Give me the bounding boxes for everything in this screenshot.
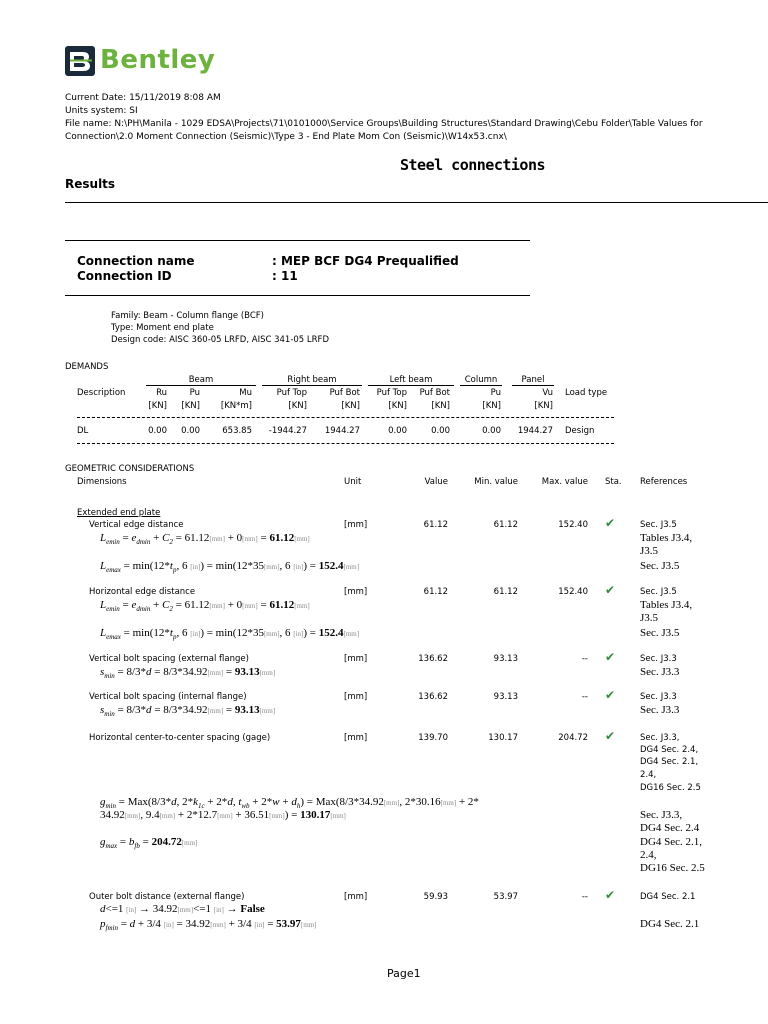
dim-unit: [mm]	[344, 692, 368, 702]
check-icon: ✔	[605, 516, 616, 530]
current-date: Current Date: 15/11/2019 8:08 AM	[65, 93, 221, 103]
dim-max: 152.40	[558, 587, 588, 597]
col-header: Vu	[542, 388, 553, 398]
formula-ref: Tables J3.4,	[640, 599, 693, 611]
demand-value: 653.85	[222, 426, 252, 436]
col-header: Ru	[156, 388, 167, 398]
col-header: Puf Top	[376, 388, 407, 398]
bentley-b-icon	[64, 44, 96, 78]
dim-max: --	[581, 654, 588, 664]
formula-ref: J3.5	[640, 545, 659, 557]
dim-ref: Sec. J3.3	[640, 654, 677, 664]
col-header: Pu	[189, 388, 200, 398]
geometric-heading: GEOMETRIC CONSIDERATIONS	[65, 464, 195, 474]
formula-lmax: $L_{emax} = \min(12*t_p$, 6 [in]) = min(12*35[mm], 6 [in]) = 152.4[mm]	[100, 560, 360, 575]
dim-value: 59.93	[423, 892, 448, 902]
dim-value: 61.12	[423, 587, 448, 597]
demand-desc: DL	[77, 426, 89, 436]
formula-condition: d<=1 [in] → 34.92[mm]<=1 [in] → False	[100, 903, 265, 915]
dim-ref: Sec. J3.5	[640, 587, 677, 597]
col-dimensions: Dimensions	[77, 477, 127, 487]
dim-name: Horizontal edge distance	[89, 587, 196, 597]
formula-ref: DG4 Sec. 2.1	[640, 918, 700, 930]
group-underline	[460, 385, 502, 386]
section-extended-end-plate: Extended end plate	[77, 508, 161, 518]
dim-min: 61.12	[493, 587, 518, 597]
col-unit: [KN]	[181, 401, 200, 411]
dim-min: 53.97	[493, 892, 518, 902]
demand-value: 0.00	[181, 426, 200, 436]
group-column: Column	[464, 375, 498, 385]
divider	[65, 240, 530, 241]
col-header: Puf Top	[276, 388, 307, 398]
divider	[77, 417, 614, 418]
dim-name: Vertical bolt spacing (internal flange)	[89, 692, 247, 702]
demand-value: 0.00	[431, 426, 450, 436]
dim-ref: 2.4,	[640, 770, 657, 780]
dim-ref: DG16 Sec. 2.5	[640, 783, 701, 793]
col-refs: References	[640, 477, 688, 487]
col-value: Value	[424, 477, 448, 487]
group-underline	[368, 385, 454, 386]
demand-value: 1944.27	[517, 426, 553, 436]
demand-load-type: Design	[565, 426, 595, 436]
connection-id-label: Connection ID	[77, 269, 172, 283]
dim-ref: DG4 Sec. 2.4,	[640, 745, 699, 755]
demands-heading: DEMANDS	[65, 362, 109, 372]
divider	[65, 202, 768, 203]
col-min: Min. value	[474, 477, 518, 487]
formula-ref: DG4 Sec. 2.4	[640, 822, 700, 834]
col-unit: [KN]	[148, 401, 167, 411]
col-unit: [KN*m]	[220, 401, 252, 411]
page-number: Page1	[387, 967, 421, 980]
group-underline	[512, 385, 554, 386]
formula-lmin: $L_{emin} = e_{dmin} + C_2 = 61.12[mm] + 0[mm] = 61.12[mm]$	[100, 532, 310, 547]
divider	[77, 443, 614, 444]
file-name-line-1: File name: N:\PH\Manila - 1029 EDSA\Projects\71\0101000\Service Groups\Building Structures\Standard Drawing\Cebu Folder\Table Values for	[65, 119, 703, 129]
formula-gmax: $g_{max} = b_{fb} = 204.72[mm]$	[100, 836, 198, 851]
load-type-header: Load type	[565, 388, 608, 398]
check-icon: ✔	[605, 688, 616, 702]
formula-pfmin: $p_{fmin} = d + 3/4$ [in] = 34.92[mm] + 3/4 [in] = 53.97[mm]	[100, 918, 317, 933]
group-left-beam: Left beam	[389, 375, 433, 385]
group-underline	[146, 385, 256, 386]
dim-max: 152.40	[558, 520, 588, 530]
dim-ref: DG4 Sec. 2.1,	[640, 757, 699, 767]
dim-value: 139.70	[418, 733, 448, 743]
formula-lmax: $L_{emax} = \min(12*t_p$, 6 [in]) = min(12*35[mm], 6 [in]) = 152.4[mm]	[100, 627, 360, 642]
file-name-line-2: Connection\2.0 Moment Connection (Seismic)\Type 3 - End Plate Mom Con (Seismic)\W14x53.cnx\	[65, 132, 507, 142]
dim-unit: [mm]	[344, 520, 368, 530]
dim-min: 93.13	[493, 654, 518, 664]
connection-name-label: Connection name	[77, 254, 195, 268]
formula-ref: DG16 Sec. 2.5	[640, 862, 705, 874]
formula-ref: DG4 Sec. 2.1,	[640, 836, 703, 848]
col-unit: [KN]	[288, 401, 307, 411]
check-icon: ✔	[605, 583, 616, 597]
formula-ref: Sec. J3.5	[640, 560, 680, 572]
check-icon: ✔	[605, 888, 616, 902]
dim-min: 130.17	[488, 733, 518, 743]
dim-value: 136.62	[418, 692, 448, 702]
dim-max: --	[581, 692, 588, 702]
bentley-logo	[64, 44, 224, 78]
formula-ref: 2.4,	[640, 849, 657, 861]
formula-ref: Sec. J3.5	[640, 627, 680, 639]
dim-ref: Sec. J3.3	[640, 692, 677, 702]
connection-name-value: : MEP BCF DG4 Prequalified	[272, 254, 459, 268]
col-header: Puf Bot	[419, 388, 450, 398]
col-sta: Sta.	[605, 477, 622, 487]
brand-name: Bentley	[100, 45, 216, 75]
group-right-beam: Right beam	[287, 375, 337, 385]
family-info: Family: Beam - Column flange (BCF)	[111, 311, 264, 321]
demand-value: 0.00	[388, 426, 407, 436]
dim-name: Vertical edge distance	[89, 520, 184, 530]
col-header: Mu	[239, 388, 252, 398]
dim-unit: [mm]	[344, 733, 368, 743]
col-unit: [KN]	[341, 401, 360, 411]
dim-min: 93.13	[493, 692, 518, 702]
demand-value: 1944.27	[324, 426, 360, 436]
group-beam: Beam	[188, 375, 214, 385]
check-icon: ✔	[605, 650, 616, 664]
demand-value: 0.00	[148, 426, 167, 436]
dim-value: 61.12	[423, 520, 448, 530]
dim-unit: [mm]	[344, 892, 368, 902]
type-info: Type: Moment end plate	[111, 323, 214, 333]
dim-unit: [mm]	[344, 587, 368, 597]
dim-max: --	[581, 892, 588, 902]
divider	[65, 295, 530, 296]
col-max: Max. value	[541, 477, 588, 487]
dim-ref: DG4 Sec. 2.1	[640, 892, 696, 902]
check-icon: ✔	[605, 729, 616, 743]
dim-name: Vertical bolt spacing (external flange)	[89, 654, 249, 664]
connection-id-value: : 11	[272, 269, 298, 283]
dim-name: Outer bolt distance (external flange)	[89, 892, 245, 902]
description-header: Description	[77, 388, 126, 398]
dim-ref: Sec. J3.5	[640, 520, 677, 530]
dim-unit: [mm]	[344, 654, 368, 664]
col-unit: Unit	[344, 477, 362, 487]
col-unit: [KN]	[388, 401, 407, 411]
formula-ref: Sec. J3.3	[640, 666, 680, 678]
dim-ref: Sec. J3.3,	[640, 733, 680, 743]
formula-smin: $s_{min} = 8/3*d = 8/3*34.92[mm] = 93.13[mm]$	[100, 704, 276, 719]
group-panel: Panel	[521, 375, 545, 385]
formula-ref: Sec. J3.3	[640, 704, 680, 716]
dim-name: Horizontal center-to-center spacing (gage)	[89, 733, 271, 743]
dim-min: 61.12	[493, 520, 518, 530]
formula-smin: $s_{min} = 8/3*d = 8/3*34.92[mm] = 93.13[mm]$	[100, 666, 276, 681]
page-title: Steel connections	[400, 156, 546, 174]
units-system: Units system: SI	[65, 106, 138, 116]
col-header: Puf Bot	[329, 388, 360, 398]
dim-max: 204.72	[558, 733, 588, 743]
formula-ref: J3.5	[640, 612, 659, 624]
formula-ref: Tables J3.4,	[640, 532, 693, 544]
demand-value: -1944.27	[268, 426, 307, 436]
formula-ref: Sec. J3.3,	[640, 809, 683, 821]
formula-gmin: $g_{min} = Max(8/3*d$, $2*k_{1c} + 2*d$, $t_{wb} + 2*w + d_h) = Max(8/3*34.92[mm]$, 2*30.16[mm] + 2*	[100, 796, 479, 811]
group-underline	[262, 385, 362, 386]
col-header: Pu	[490, 388, 501, 398]
col-unit: [KN]	[534, 401, 553, 411]
col-unit: [KN]	[482, 401, 501, 411]
dim-value: 136.62	[418, 654, 448, 664]
design-code-info: Design code: AISC 360-05 LRFD, AISC 341-05 LRFD	[111, 335, 329, 345]
demand-value: 0.00	[482, 426, 501, 436]
formula-lmin: $L_{emin} = e_{dmin} + C_2 = 61.12[mm] + 0[mm] = 61.12[mm]$	[100, 599, 310, 614]
col-unit: [KN]	[431, 401, 450, 411]
formula-gmin-cont: 34.92[mm], 9.4[mm] + 2*12.7[mm] + 36.51[mm]) = 130.17[mm]	[100, 809, 346, 821]
results-label: Results	[65, 177, 116, 191]
